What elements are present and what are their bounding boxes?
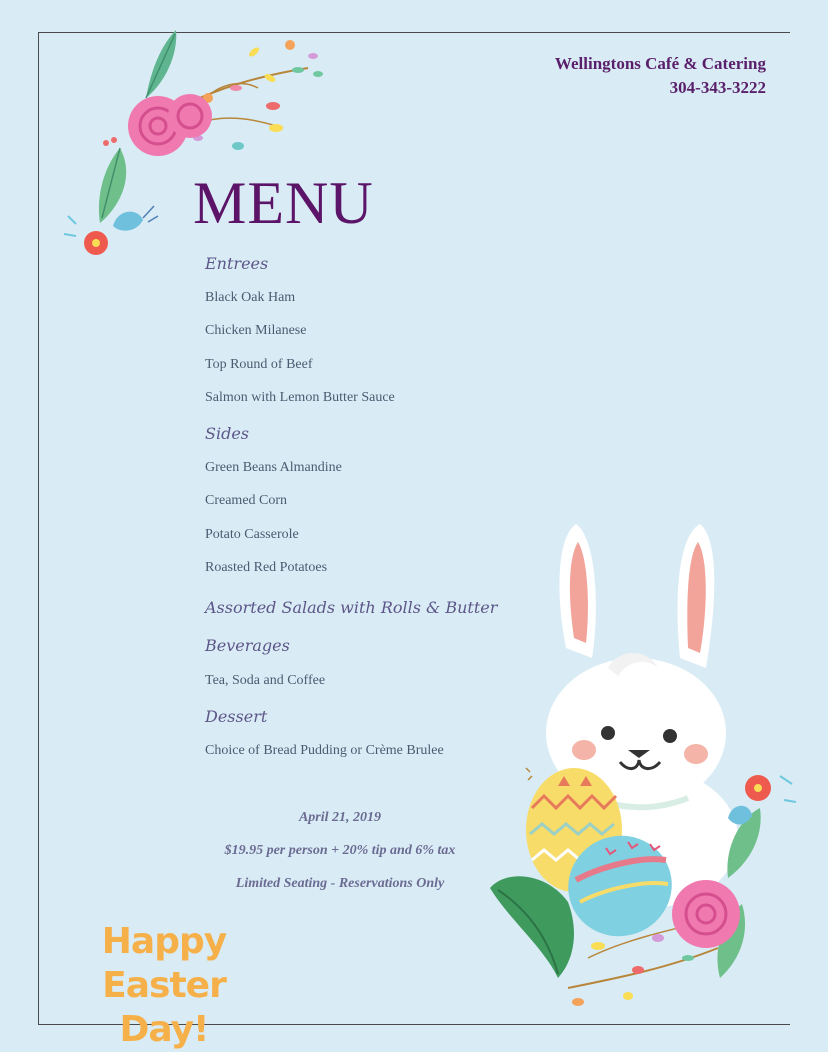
event-date: April 21, 2019 — [298, 810, 382, 825]
flower-icon — [745, 775, 771, 801]
menu-item: Roasted Red Potatoes — [205, 560, 328, 575]
easter-bunny-icon — [488, 518, 800, 1018]
page-title: MENU — [193, 170, 374, 236]
greeting-line-1: Happy Easter — [101, 921, 227, 1006]
menu-item: Top Round of Beef — [205, 357, 313, 372]
menu-item: Tea, Soda and Coffee — [205, 673, 326, 688]
menu-item: Green Beans Almandine — [205, 460, 342, 475]
easter-greeting — [44, 920, 284, 1052]
menu-item: Choice of Bread Pudding or Crème Brulee — [205, 743, 444, 758]
section-heading-dessert: Dessert — [205, 707, 268, 726]
seating-line: Limited Seating - Reservations Only — [235, 876, 445, 891]
menu-item: Potato Casserole — [205, 527, 299, 542]
business-header — [555, 52, 766, 100]
section-heading-salads: Assorted Salads with Rolls & Butter — [205, 598, 498, 617]
greeting-line-2: Day! — [119, 1009, 209, 1050]
section-heading-entrees: Entrees — [205, 254, 269, 273]
section-heading-sides: Sides — [205, 424, 249, 443]
menu-item: Chicken Milanese — [205, 323, 307, 338]
section-heading-beverages: Beverages — [205, 636, 290, 655]
menu-item: Black Oak Ham — [205, 290, 296, 305]
menu-item: Salmon with Lemon Butter Sauce — [205, 390, 395, 405]
menu-item: Creamed Corn — [205, 493, 288, 508]
phone-number: 304-343-3222 — [669, 78, 766, 97]
price-line: $19.95 per person + 20% tip and 6% tax — [224, 843, 456, 858]
business-name: Wellingtons Café & Catering — [554, 54, 766, 73]
